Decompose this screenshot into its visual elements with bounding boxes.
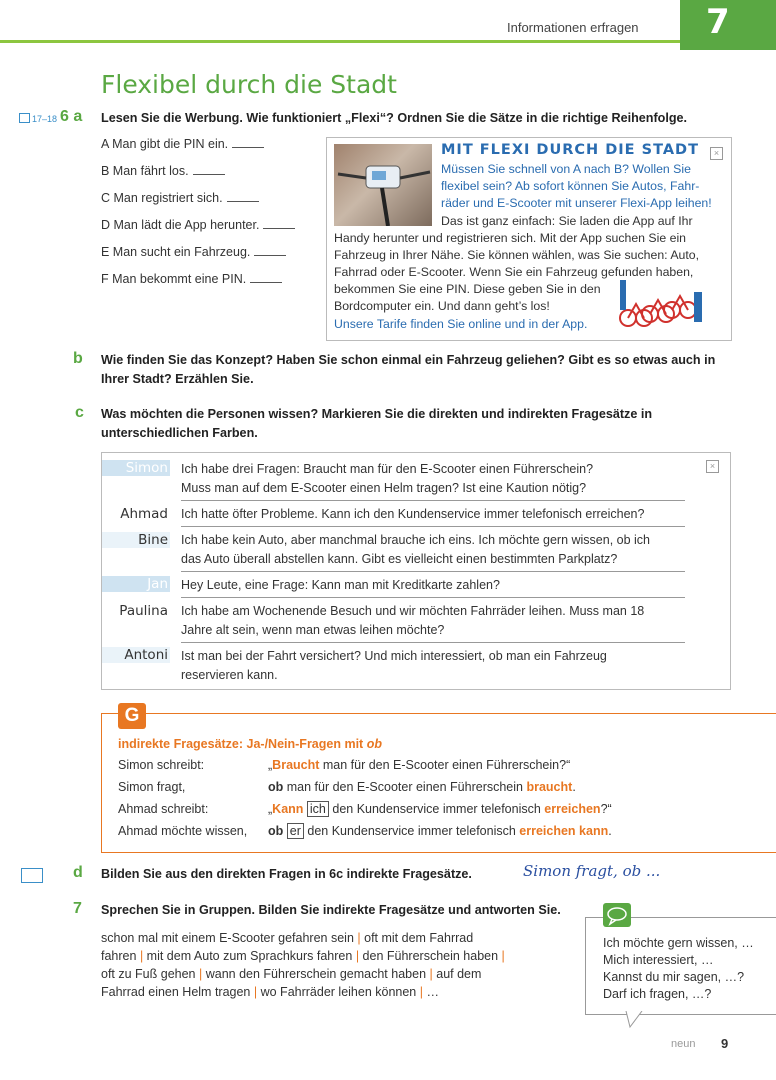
page-word: neun: [671, 1038, 696, 1050]
page-title: Flexibel durch die Stadt: [101, 70, 397, 99]
grammar-example: ob er den Kundenservice immer telefonisch erreichen kann.: [268, 824, 612, 838]
post-author: Simon: [102, 460, 170, 476]
grammar-badge: G: [118, 703, 146, 729]
post-text: Ich habe drei Fragen: Braucht man für den E-Scooter einen Führerschein?: [181, 462, 594, 476]
post-author: Antoni: [102, 647, 170, 663]
bike-computer-photo: [334, 144, 432, 226]
sentence-d: D Man lädt die App herunter.: [101, 218, 295, 232]
close-icon[interactable]: ×: [710, 147, 723, 160]
speech-icon: [603, 903, 631, 927]
post-author: Bine: [102, 532, 170, 548]
answer-blank[interactable]: [263, 228, 295, 229]
ad-line: Handy herunter und registrieren sich. Mit der App suchen Sie ein: [334, 231, 687, 245]
post-text: das Auto überall abstellen kann. Gibt es vielleicht einen bestimmten Parkplatz?: [181, 552, 618, 566]
bubble-phrases: Ich möchte gern wissen, … Mich interessiert, … Kannst du mir sagen, …? Darf ich fragen, …?: [603, 936, 754, 1001]
post-text: Ich habe am Wochenende Besuch und wir möchten Fahrräder leihen. Muss man 18: [181, 604, 645, 618]
grammar-label: Ahmad schreibt:: [118, 802, 209, 816]
answer-blank[interactable]: [193, 174, 225, 175]
audio-track[interactable]: 17–18: [19, 112, 57, 124]
close-icon[interactable]: ×: [706, 460, 719, 473]
post-text: Ich hatte öfter Probleme. Kann ich den Kundenservice immer telefonisch erreichen?: [181, 507, 645, 521]
task-c-line: Was möchten die Personen wissen? Markieren Sie die direkten und indirekten Fragesätze in: [101, 407, 653, 421]
task-7-number: 7: [73, 900, 82, 917]
grammar-label: Ahmad möchte wissen,: [118, 824, 248, 838]
sentence-a: A Man gibt die PIN ein.: [101, 137, 264, 151]
grammar-label: Simon fragt,: [118, 780, 186, 794]
ad-line: Fahrzeug in Ihrer Nähe. Sie können wählen, was Sie suchen: Auto,: [334, 248, 700, 262]
phrase-list: schon mal mit einem E-Scooter gefahren sein | oft mit dem Fahrrad fahren | mit dem Auto zum Sprachkurs fahren | den Führerschein haben | oft zu Fuß gehen | wann den Führerschein gemacht haben | auf dem Fahrrad einen Helm tragen | wo Fahrräder leihen können | …: [101, 931, 505, 999]
bubble-tail: [624, 1011, 644, 1029]
answer-blank[interactable]: [227, 201, 259, 202]
divider: [181, 571, 685, 572]
page-number: 9: [721, 1036, 729, 1051]
task-d-instruction: Bilden Sie aus den direkten Fragen in 6c indirekte Fragesätze.: [101, 867, 472, 881]
sentence-f: F Man bekommt eine PIN.: [101, 272, 282, 286]
post-text: Muss man auf dem E-Scooter einen Helm tragen? Ist eine Kaution nötig?: [181, 481, 587, 495]
grammar-title: indirekte Fragesätze: Ja-/Nein-Fragen mit ob: [118, 737, 382, 751]
ad-line: Bordcomputer ein. Und dann geht’s los!: [334, 299, 550, 313]
post-text: Ist man bei der Fahrt versichert? Und mich interessiert, ob man ein Fahrzeug: [181, 649, 607, 663]
post-author: Jan: [102, 576, 170, 592]
ad-line: Fahrrad oder E-Scooter. Wenn Sie ein Fahrzeug gefunden haben,: [334, 265, 694, 279]
divider: [181, 500, 685, 501]
ad-line: räder und E-Scooter mit unserer Flexi-App leihen!: [441, 196, 712, 210]
bikes-illustration: [614, 278, 710, 330]
answer-blank[interactable]: [254, 255, 286, 256]
task-7-instruction: Sprechen Sie in Gruppen. Bilden Sie indirekte Fragesätze und antworten Sie.: [101, 903, 561, 917]
task-b-number: b: [73, 350, 83, 367]
handwritten-example: Simon fragt, ob ...: [523, 862, 661, 880]
task-6a-number: 6 a: [60, 108, 83, 125]
task-c-line: unterschiedlichen Farben.: [101, 426, 258, 440]
post-text: reservieren kann.: [181, 668, 278, 682]
unit-number: 7: [706, 2, 730, 42]
divider: [181, 597, 685, 598]
divider: [181, 642, 685, 643]
ad-line: Unsere Tarife finden Sie online und in der App.: [334, 317, 588, 331]
grammar-example: „Braucht man für den E-Scooter einen Führerschein?“: [268, 758, 571, 772]
post-text: Ich habe kein Auto, aber manchmal brauche ich eins. Ich möchte gern wissen, ob ich: [181, 533, 651, 547]
sentence-c: C Man registriert sich.: [101, 191, 259, 205]
grammar-label: Simon schreibt:: [118, 758, 205, 772]
grammar-example: ob man für den E-Scooter einen Führerschein braucht.: [268, 780, 576, 794]
task-c-number: c: [75, 404, 84, 421]
sentence-b: B Man fährt los.: [101, 164, 225, 178]
section-title: Informationen erfragen: [507, 20, 639, 35]
grammar-example: „Kann ich den Kundenservice immer telefonisch erreichen?“: [268, 802, 612, 816]
ad-line: bekommen Sie eine PIN. Diese geben Sie in den: [334, 282, 601, 296]
task-d-number: d: [73, 864, 83, 881]
task-b-line: Wie finden Sie das Konzept? Haben Sie schon einmal ein Fahrzeug geliehen? Gibt es so etwas auch in: [101, 353, 716, 367]
task-b-line: Ihrer Stadt? Erzählen Sie.: [101, 372, 254, 386]
post-text: Jahre alt sein, wenn man etwas leihen möchte?: [181, 623, 445, 637]
post-author: Paulina: [119, 603, 168, 619]
ad-line: flexibel sein? Ab sofort können Sie Autos, Fahr-: [441, 179, 700, 193]
ad-line: Das ist ganz einfach: Sie laden die App auf Ihr: [441, 214, 693, 228]
answer-blank[interactable]: [250, 282, 282, 283]
ad-title: MIT FLEXI DURCH DIE STADT: [441, 142, 699, 158]
divider: [181, 526, 685, 527]
ad-line: Müssen Sie schnell von A nach B? Wollen Sie: [441, 162, 691, 176]
header-rule: [0, 40, 680, 43]
post-author: Ahmad: [120, 506, 168, 522]
audio-play-icon: [19, 113, 30, 123]
post-text: Hey Leute, eine Frage: Kann man mit Kreditkarte zahlen?: [181, 578, 500, 592]
task-6a-instruction: Lesen Sie die Werbung. Wie funktioniert „Flexi“? Ordnen Sie die Sätze in die richtige Reihenfolge.: [101, 111, 688, 125]
sentence-e: E Man sucht ein Fahrzeug.: [101, 245, 286, 259]
answer-blank[interactable]: [232, 147, 264, 148]
workbook-icon: [21, 868, 43, 883]
